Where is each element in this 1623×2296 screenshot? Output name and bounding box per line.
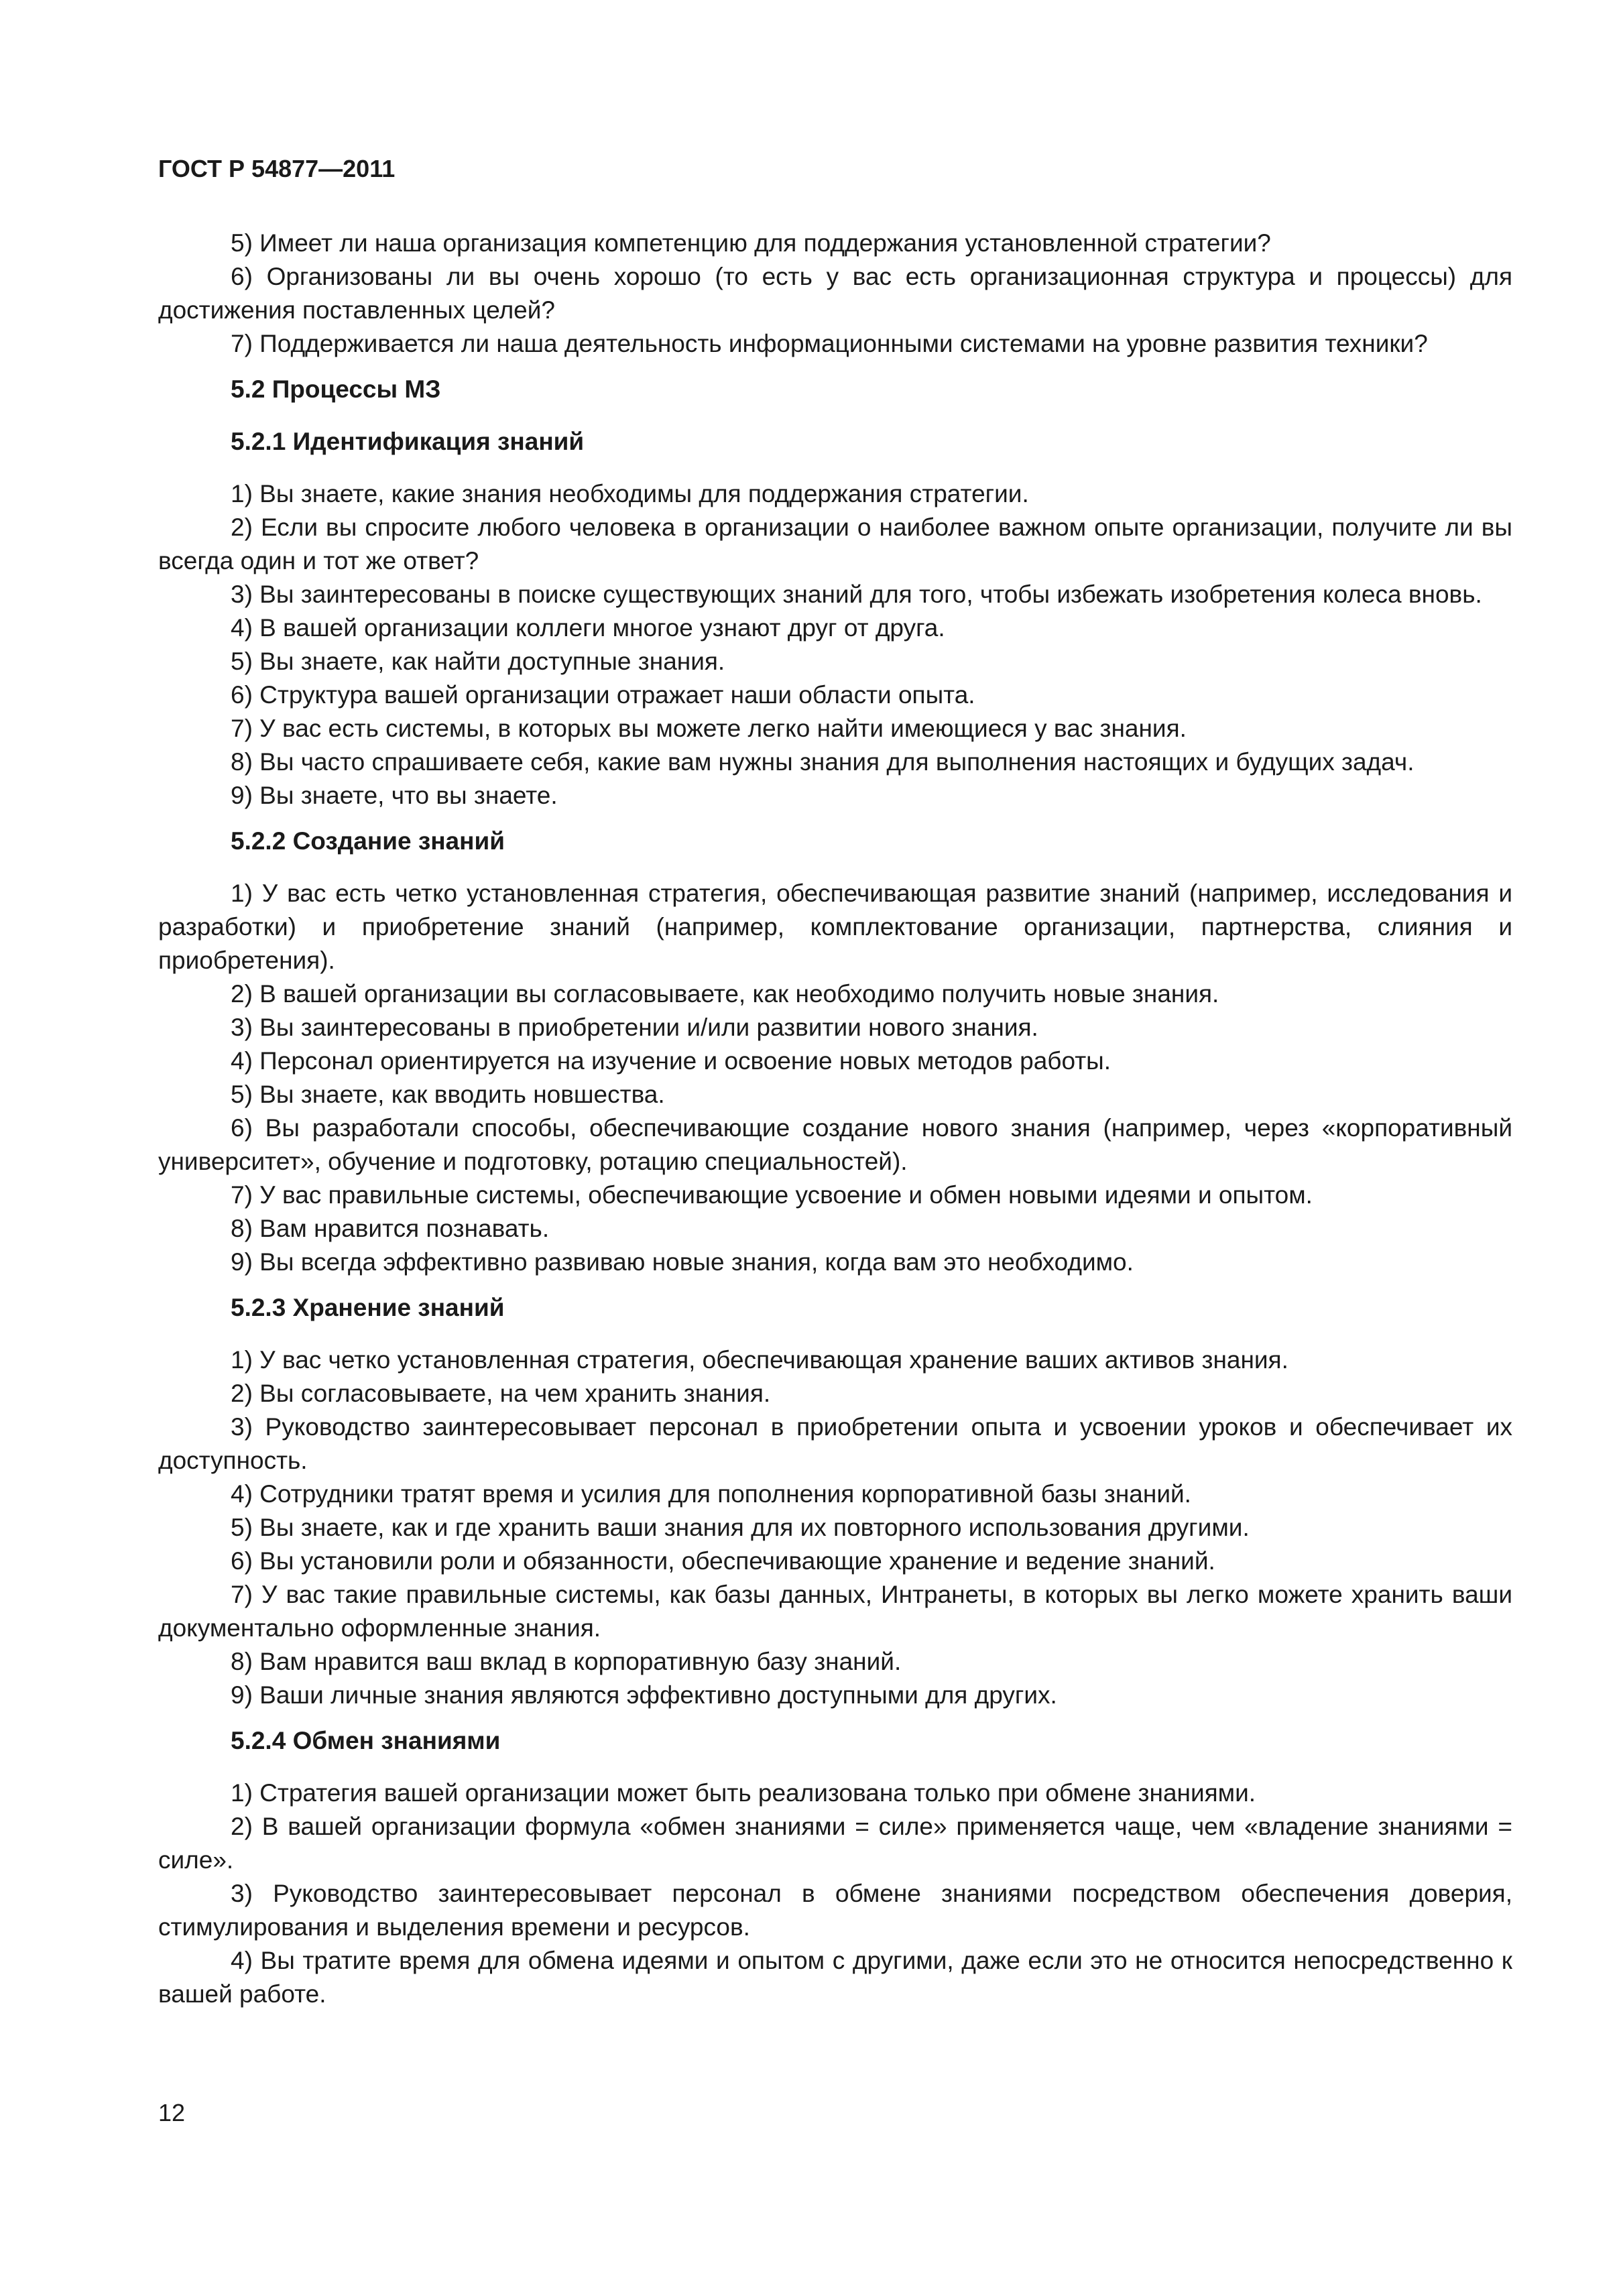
list-item: 6) Вы установили роли и обязанности, обеспечивающие хранение и ведение знаний.	[231, 1547, 1215, 1575]
list-item: 8) Вы часто спрашиваете себя, какие вам нужны знания для выполнения настоящих и будущих задач.	[231, 748, 1415, 776]
list-item: 5) Имеет ли наша организация компетенцию для поддержания установленной стратегии?	[231, 229, 1271, 257]
section-heading: 5.2 Процессы МЗ	[231, 375, 441, 403]
list-item: 3) Вы заинтересованы в поиске существующих знаний для того, чтобы избежать изобретения колеса вновь.	[231, 581, 1482, 608]
list-item: 6) Организованы ли вы очень хорошо (то есть у вас есть организационная структура и процессы) для достижения поставленных целей?	[158, 263, 1512, 324]
list-item: 5) Вы знаете, как вводить новшества.	[231, 1081, 665, 1108]
list-item: 2) В вашей организации вы согласовываете, как необходимо получить новые знания.	[231, 980, 1219, 1008]
list-item: 5) Вы знаете, как и где хранить ваши знания для их повторного использования другими.	[231, 1514, 1250, 1541]
list-item: 1) Вы знаете, какие знания необходимы для поддержания стратегии.	[231, 480, 1029, 507]
list-item: 5) Вы знаете, как найти доступные знания.	[231, 648, 725, 675]
list-item: 4) Сотрудники тратят время и усилия для пополнения корпоративной базы знаний.	[231, 1480, 1191, 1508]
section-heading: 5.2.3 Хранение знаний	[231, 1294, 505, 1321]
document-body	[158, 227, 1512, 2011]
list-item: 9) Вы всегда эффективно развиваю новые знания, когда вам это необходимо.	[231, 1248, 1134, 1276]
list-item: 4) Вы тратите время для обмена идеями и опытом с другими, даже если это не относится непосредственно к вашей работе.	[158, 1947, 1512, 2008]
list-item: 8) Вам нравится познавать.	[231, 1215, 550, 1242]
list-item: 7) У вас такие правильные системы, как базы данных, Интранеты, в которых вы легко можете хранить ваши документально оформленные знания.	[158, 1581, 1512, 1642]
list-item: 6) Структура вашей организации отражает наши области опыта.	[231, 681, 975, 709]
list-item: 3) Вы заинтересованы в приобретении и/или развитии нового знания.	[231, 1014, 1038, 1041]
section-heading: 5.2.4 Обмен знаниями	[231, 1727, 501, 1754]
list-item: 7) У вас правильные системы, обеспечивающие усвоение и обмен новыми идеями и опытом.	[231, 1181, 1313, 1209]
list-item: 2) Вы согласовываете, на чем хранить знания.	[231, 1380, 771, 1407]
page-number: 12	[158, 2099, 186, 2126]
document-page	[158, 0, 1512, 2296]
list-item: 7) У вас есть системы, в которых вы можете легко найти имеющиеся у вас знания.	[231, 715, 1187, 742]
section-heading: 5.2.1 Идентификация знаний	[231, 428, 585, 455]
list-item: 4) Персонал ориентируется на изучение и освоение новых методов работы.	[231, 1047, 1111, 1075]
list-item: 3) Руководство заинтересовывает персонал в обмене знаниями посредством обеспечения доверия, стимулирования и выделения времени и ресурсов.	[158, 1880, 1512, 1941]
list-item: 2) Если вы спросите любого человека в организации о наиболее важном опыте организации, получите ли вы всегда один и тот же ответ?	[158, 513, 1512, 575]
list-item: 4) В вашей организации коллеги многое узнают друг от друга.	[231, 614, 945, 642]
section-heading: 5.2.2 Создание знаний	[231, 827, 505, 855]
list-item: 9) Ваши личные знания являются эффективно доступными для других.	[231, 1681, 1057, 1709]
list-item: 1) У вас четко установленная стратегия, обеспечивающая хранение ваших активов знания.	[231, 1346, 1288, 1374]
document-header: ГОСТ Р 54877—2011	[158, 155, 396, 182]
list-item: 3) Руководство заинтересовывает персонал в приобретении опыта и усвоении уроков и обеспечивает их доступность.	[158, 1413, 1512, 1474]
list-item: 9) Вы знаете, что вы знаете.	[231, 782, 558, 809]
list-item: 6) Вы разработали способы, обеспечивающие создание нового знания (например, через «корпоративный университет», обучение и подготовку, ротацию специальностей).	[158, 1114, 1512, 1175]
list-item: 7) Поддерживается ли наша деятельность информационными системами на уровне развития техники?	[231, 330, 1428, 357]
list-item: 8) Вам нравится ваш вклад в корпоративную базу знаний.	[231, 1648, 902, 1675]
list-item: 2) В вашей организации формула «обмен знаниями = силе» применяется чаще, чем «владение знаниями = силе».	[158, 1813, 1512, 1874]
list-item: 1) У вас есть четко установленная стратегия, обеспечивающая развитие знаний (например, исследования и разработки) и приобретение знаний (например, комплектование организации, партнерства, слияния и приобретения).	[158, 880, 1512, 974]
list-item: 1) Стратегия вашей организации может быть реализована только при обмене знаниями.	[231, 1779, 1256, 1807]
